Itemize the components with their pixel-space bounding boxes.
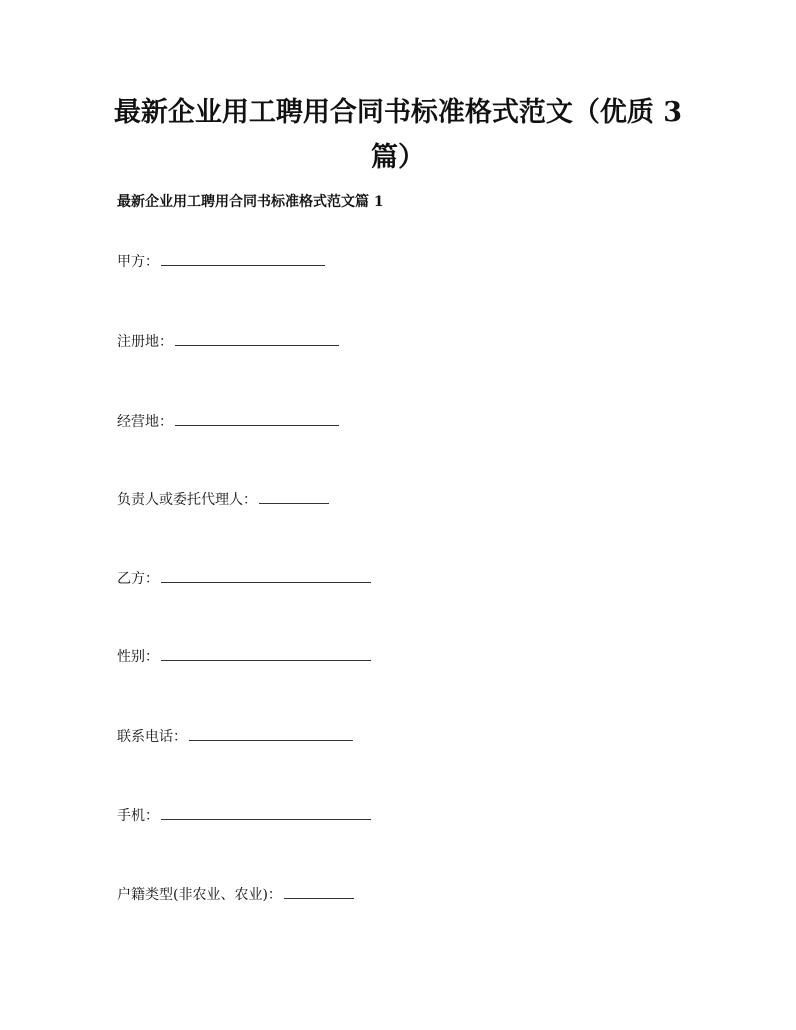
section-heading: 最新企业用工聘用合同书标准格式范文篇 1 <box>117 194 384 210</box>
field-registered-address <box>117 332 339 352</box>
document-title: 最新企业用工聘用合同书标准格式范文（优质 3 篇） <box>113 97 683 173</box>
fill-in-blank-line[interactable] <box>259 490 329 504</box>
field-label: 乙方： <box>117 571 159 587</box>
fill-in-blank-line[interactable] <box>161 806 371 820</box>
field-business-address <box>117 412 339 432</box>
field-label: 经营地： <box>117 414 173 430</box>
fill-in-blank-line[interactable] <box>175 412 339 426</box>
field-label: 负责人或委托代理人： <box>117 492 257 508</box>
field-label: 户籍类型(非农业、农业)： <box>117 887 282 903</box>
field-gender <box>117 647 371 667</box>
fill-in-blank-line[interactable] <box>284 885 354 899</box>
field-label: 联系电话： <box>117 729 187 745</box>
fill-in-blank-line[interactable] <box>161 252 325 266</box>
field-label: 手机： <box>117 808 159 824</box>
field-contact-phone <box>117 727 353 747</box>
field-mobile <box>117 806 371 826</box>
field-responsible-person <box>117 490 329 510</box>
field-party-b <box>117 569 371 589</box>
field-party-a <box>117 252 325 272</box>
fill-in-blank-line[interactable] <box>161 647 371 661</box>
field-household-type <box>117 885 354 905</box>
fill-in-blank-line[interactable] <box>175 332 339 346</box>
fill-in-blank-line[interactable] <box>161 569 371 583</box>
fill-in-blank-line[interactable] <box>189 727 353 741</box>
field-label: 甲方： <box>117 254 159 270</box>
field-label: 注册地： <box>117 334 173 350</box>
field-label: 性别： <box>117 649 159 665</box>
